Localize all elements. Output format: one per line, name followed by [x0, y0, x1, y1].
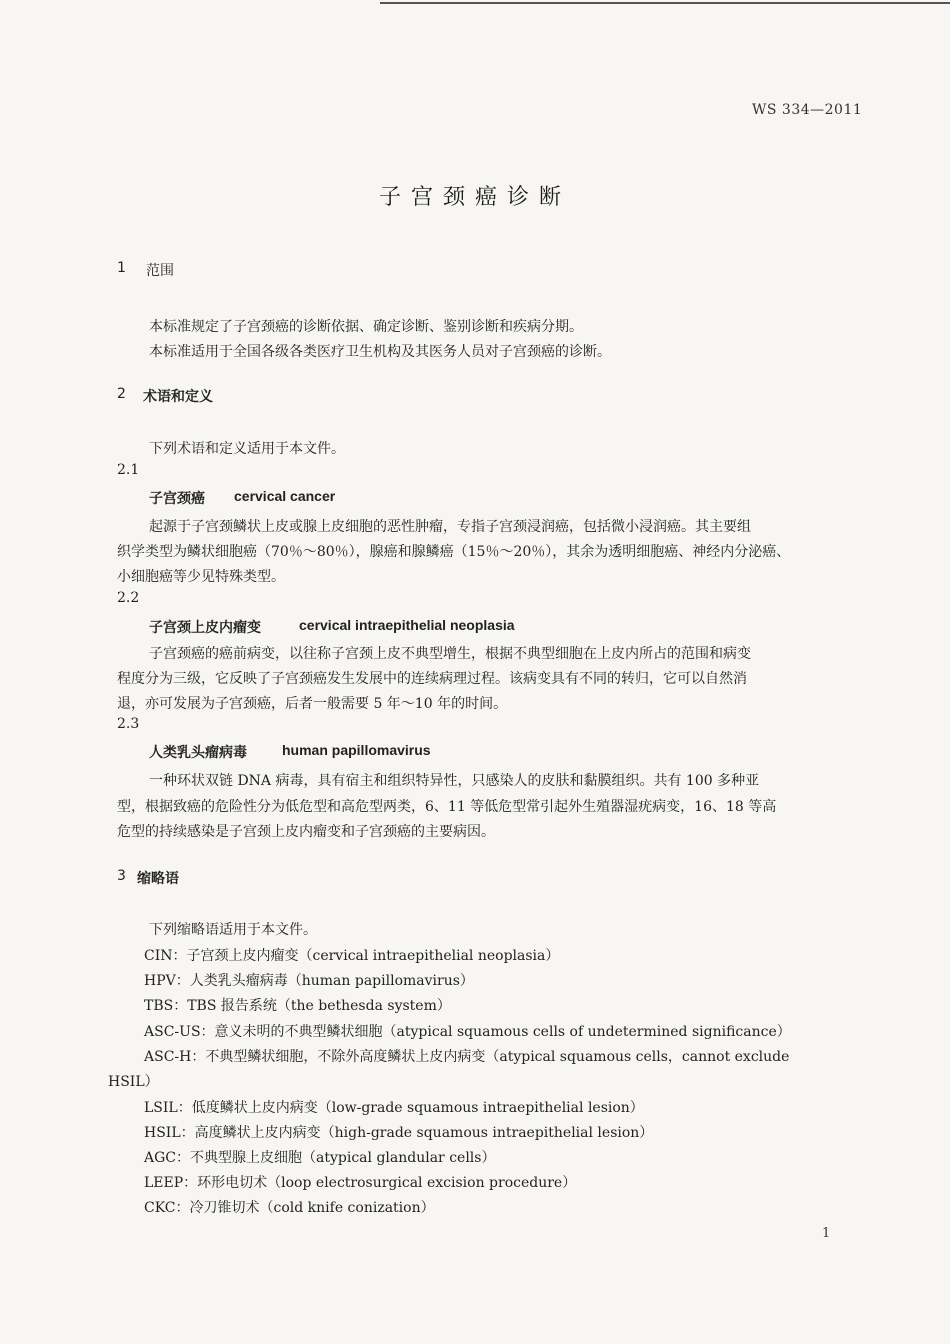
term-definition-line: 小细胞癌等少见特殊类型。	[117, 569, 285, 585]
section-2-title: 术语和定义	[143, 389, 213, 405]
section-2-number: 2	[117, 386, 126, 402]
term-definition-line: 一种环状双链 DNA 病毒，具有宿主和组织特异性，只感染人的皮肤和黏膜组织。共有 100 多种亚	[149, 773, 760, 789]
abbreviation-item: HSIL）	[108, 1074, 159, 1090]
term-number: 2.3	[117, 716, 140, 732]
section-1-paragraph: 本标准规定了子宫颈癌的诊断依据、确定诊断、鉴别诊断和疾病分期。	[149, 319, 583, 335]
abbreviation-item: ASC-H：不典型鳞状细胞，不除外高度鳞状上皮内病变（atypical squamous cells，cannot exclude	[144, 1049, 790, 1065]
page-number: 1	[822, 1226, 831, 1241]
abbreviation-item: CIN：子宫颈上皮内瘤变（cervical intraepithelial neoplasia）	[144, 948, 560, 964]
abbreviation-item: TBS：TBS 报告系统（the bethesda system）	[144, 998, 451, 1014]
top-rule	[380, 2, 950, 4]
section-2-intro: 下列术语和定义适用于本文件。	[149, 441, 345, 457]
term-number: 2.1	[117, 462, 140, 478]
term-en: cervical intraepithelial neoplasia	[299, 617, 515, 633]
term-definition-line: 子宫颈癌的癌前病变，以往称子宫颈上皮不典型增生，根据不典型细胞在上皮内所占的范围和病变	[149, 646, 751, 662]
term-zh: 子宫颈上皮内瘤变	[149, 620, 261, 636]
term-definition-line: 型，根据致癌的危险性分为低危型和高危型两类，6、11 等低危型常引起外生殖器湿疣病变，16、18 等高	[117, 799, 777, 815]
term-definition-line: 危型的持续感染是子宫颈上皮内瘤变和子宫颈癌的主要病因。	[117, 824, 495, 840]
abbreviation-item: LEEP：环形电切术（loop electrosurgical excision procedure）	[144, 1175, 577, 1191]
term-number: 2.2	[117, 590, 140, 606]
standard-code: WS 334—2011	[752, 102, 863, 118]
section-1-title: 范围	[146, 263, 174, 279]
abbreviation-item: LSIL：低度鳞状上皮内病变（low-grade squamous intraepithelial lesion）	[144, 1100, 644, 1116]
section-1-paragraph: 本标准适用于全国各级各类医疗卫生机构及其医务人员对子宫颈癌的诊断。	[149, 344, 611, 360]
term-zh: 子宫颈癌	[149, 491, 205, 507]
abbreviation-item: HPV：人类乳头瘤病毒（human papillomavirus）	[144, 973, 474, 989]
section-1-number: 1	[117, 260, 126, 276]
abbreviation-item: AGC：不典型腺上皮细胞（atypical glandular cells）	[144, 1150, 496, 1166]
page-title: 子宫颈癌诊断	[378, 185, 571, 210]
section-3-title: 缩略语	[137, 871, 179, 887]
section-3-intro: 下列缩略语适用于本文件。	[149, 922, 317, 938]
abbreviation-item: HSIL：高度鳞状上皮内病变（high-grade squamous intraepithelial lesion）	[144, 1125, 654, 1141]
term-definition-line: 起源于子宫颈鳞状上皮或腺上皮细胞的恶性肿瘤，专指子宫颈浸润癌，包括微小浸润癌。其主要组	[149, 519, 751, 535]
term-definition-line: 程度分为三级，它反映了子宫颈癌发生发展中的连续病理过程。该病变具有不同的转归，它可以自然消	[117, 671, 747, 687]
term-definition-line: 退，亦可发展为子宫颈癌，后者一般需要 5 年～10 年的时间。	[117, 696, 508, 712]
term-en: cervical cancer	[234, 488, 336, 504]
section-3-number: 3	[117, 868, 126, 884]
term-zh: 人类乳头瘤病毒	[149, 745, 247, 761]
abbreviation-item: ASC-US：意义未明的不典型鳞状细胞（atypical squamous cells of undetermined significance）	[144, 1024, 791, 1040]
term-definition-line: 织学类型为鳞状细胞癌（70％～80％），腺癌和腺鳞癌（15％～20％），其余为透明细胞癌、神经内分泌癌、	[117, 544, 791, 560]
term-en: human papillomavirus	[282, 742, 431, 758]
abbreviation-item: CKC：冷刀锥切术（cold knife conization）	[144, 1200, 435, 1216]
